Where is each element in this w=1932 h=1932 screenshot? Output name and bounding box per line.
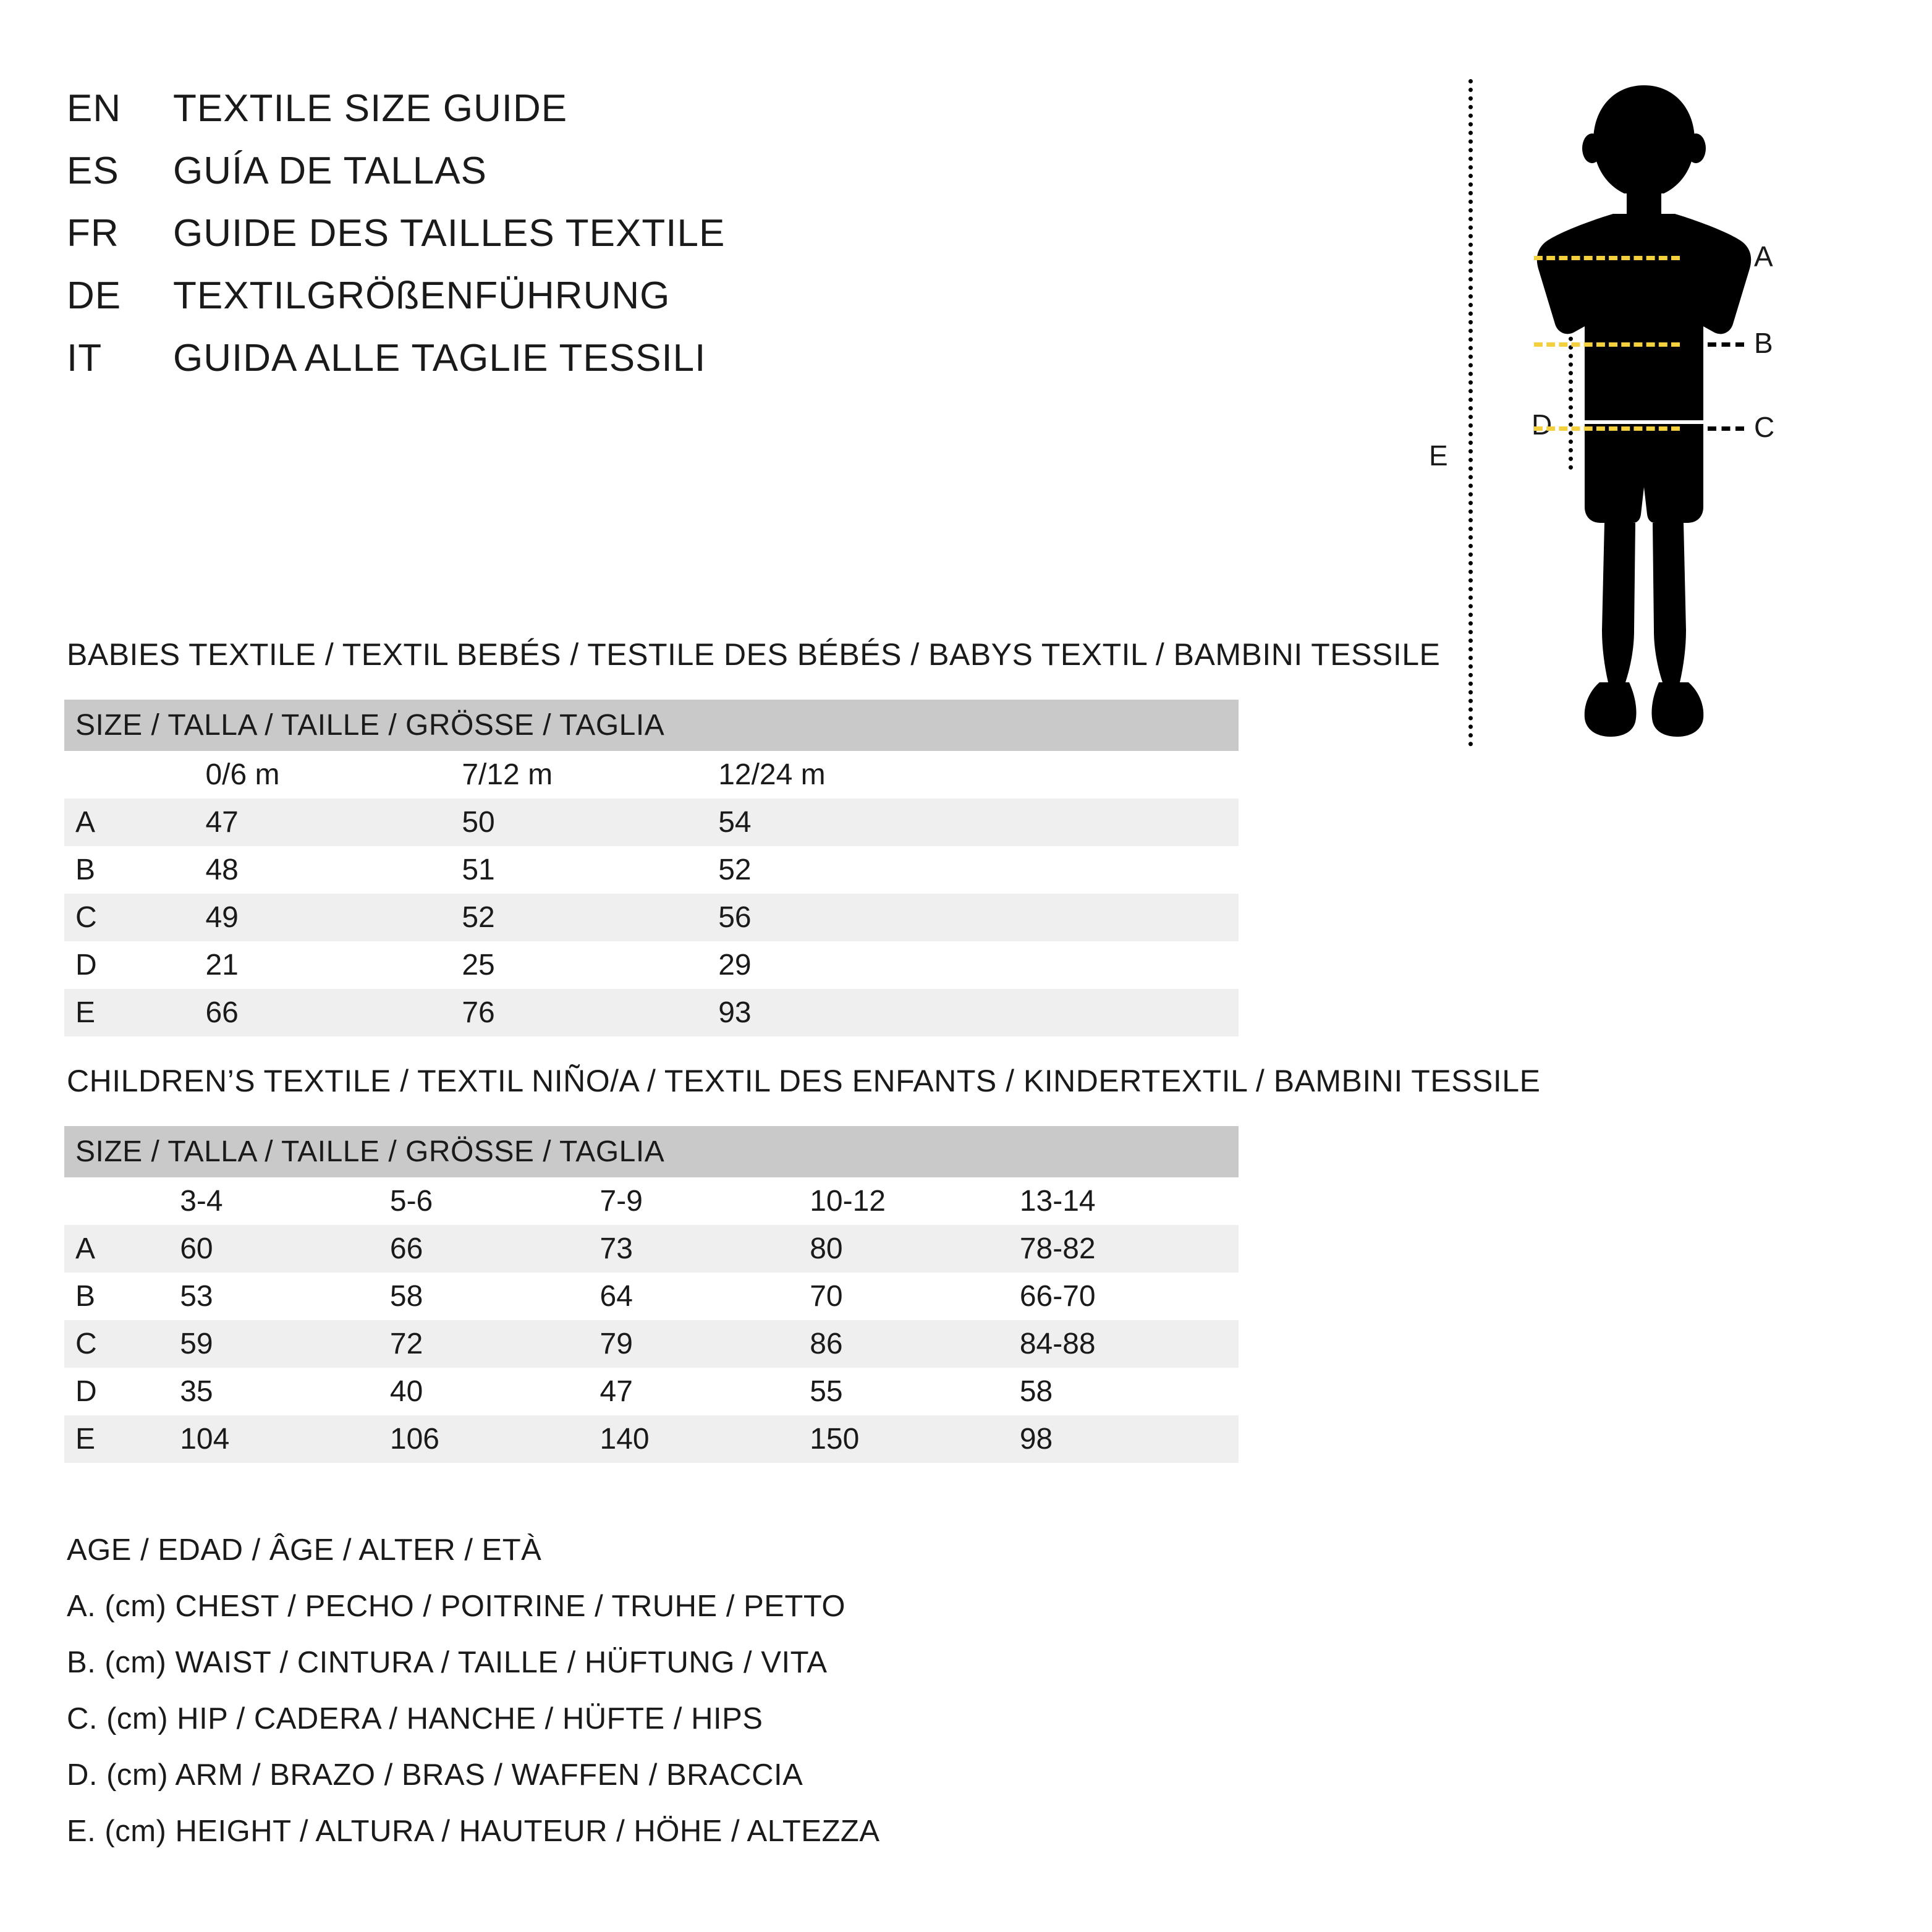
- hip-pointer-c: [1680, 426, 1744, 431]
- children-section-heading: CHILDREN’S TEXTILE / TEXTIL NIÑO/A / TEXTIL DES ENFANTS / KINDERTEXTIL / BAMBINI TESSILE: [67, 1064, 1541, 1098]
- title-row: [67, 336, 1056, 380]
- label-a: A: [1754, 240, 1773, 273]
- children-c-1: 72: [390, 1320, 600, 1368]
- legend-waist: B. (cm) WAIST / CINTURA / TAILLE / HÜFTUNG / VITA: [67, 1646, 828, 1679]
- babies-d-2: 29: [718, 941, 1239, 989]
- children-b-1: 58: [390, 1273, 600, 1320]
- babies-row-label-c: C: [64, 894, 205, 941]
- babies-col-2: 12/24 m: [718, 751, 1239, 799]
- legend-block: [67, 1533, 1426, 1870]
- table-row: [64, 1273, 1239, 1320]
- child-silhouette-icon: [1520, 74, 1768, 754]
- children-b-3: 70: [810, 1273, 1020, 1320]
- children-d-1: 40: [390, 1368, 600, 1415]
- measurement-figure: [1415, 74, 1885, 766]
- babies-b-0: 48: [205, 846, 462, 894]
- babies-c-1: 52: [462, 894, 718, 941]
- babies-band-row: [64, 700, 1239, 751]
- babies-a-0: 47: [205, 799, 462, 846]
- title-row: [67, 211, 1056, 255]
- babies-c-2: 56: [718, 894, 1239, 941]
- title-text-es: GUÍA DE TALLAS: [173, 150, 487, 192]
- children-col-3: 10-12: [810, 1177, 1020, 1225]
- babies-b-2: 52: [718, 846, 1239, 894]
- children-c-0: 59: [180, 1320, 390, 1368]
- title-lang-en: EN: [67, 87, 122, 130]
- title-lang-it: IT: [67, 337, 103, 379]
- label-e: E: [1429, 439, 1448, 472]
- hip-measure-line-c: [1534, 426, 1680, 431]
- children-e-2: 140: [600, 1415, 810, 1463]
- children-d-0: 35: [180, 1368, 390, 1415]
- legend-chest: A. (cm) CHEST / PECHO / POITRINE / TRUHE / PETTO: [67, 1590, 846, 1623]
- babies-size-table: [64, 700, 1239, 1036]
- chest-measure-line-a: [1534, 256, 1680, 260]
- babies-e-1: 76: [462, 989, 718, 1036]
- table-row: [64, 1368, 1239, 1415]
- children-col-2: 7-9: [600, 1177, 810, 1225]
- label-b: B: [1754, 327, 1773, 359]
- children-e-4: 98: [1020, 1415, 1239, 1463]
- children-d-4: 58: [1020, 1368, 1239, 1415]
- babies-row-label-a: A: [64, 799, 205, 846]
- children-row-label-a: A: [64, 1225, 180, 1273]
- title-text-de: TEXTILGRÖßENFÜHRUNG: [173, 274, 671, 317]
- children-column-header-row: [64, 1177, 1239, 1225]
- label-d: D: [1532, 409, 1553, 441]
- children-a-0: 60: [180, 1225, 390, 1273]
- babies-section-heading: BABIES TEXTILE / TEXTIL BEBÉS / TESTILE DES BÉBÉS / BABYS TEXTIL / BAMBINI TESSILE: [67, 637, 1441, 672]
- babies-row-label-d: D: [64, 941, 205, 989]
- children-c-4: 84-88: [1020, 1320, 1239, 1368]
- babies-d-1: 25: [462, 941, 718, 989]
- babies-col-1: 7/12 m: [462, 751, 718, 799]
- children-e-3: 150: [810, 1415, 1020, 1463]
- babies-a-2: 54: [718, 799, 1239, 846]
- children-row-label-d: D: [64, 1368, 180, 1415]
- children-a-2: 73: [600, 1225, 810, 1273]
- children-row-label-e: E: [64, 1415, 180, 1463]
- waist-measure-line-b: [1534, 342, 1680, 347]
- babies-c-0: 49: [205, 894, 462, 941]
- children-a-4: 78-82: [1020, 1225, 1239, 1273]
- children-row-label-b: B: [64, 1273, 180, 1320]
- children-b-0: 53: [180, 1273, 390, 1320]
- babies-column-header-row: [64, 751, 1239, 799]
- children-d-2: 47: [600, 1368, 810, 1415]
- table-row: [64, 1320, 1239, 1368]
- children-c-2: 79: [600, 1320, 810, 1368]
- title-row: [67, 87, 1056, 130]
- legend-arm: D. (cm) ARM / BRAZO / BRAS / WAFFEN / BRACCIA: [67, 1758, 803, 1792]
- chest-pointer-a: [1680, 256, 1744, 260]
- height-guide-line-e: [1468, 79, 1473, 747]
- table-row: [64, 989, 1239, 1036]
- babies-b-1: 51: [462, 846, 718, 894]
- waist-pointer-b: [1680, 342, 1744, 347]
- children-col-1: 5-6: [390, 1177, 600, 1225]
- babies-band-label: SIZE / TALLA / TAILLE / GRÖSSE / TAGLIA: [64, 700, 1239, 751]
- children-col-0: 3-4: [180, 1177, 390, 1225]
- babies-e-2: 93: [718, 989, 1239, 1036]
- title-text-en: TEXTILE SIZE GUIDE: [173, 87, 568, 130]
- title-lang-de: DE: [67, 274, 122, 317]
- children-size-table: [64, 1126, 1239, 1463]
- table-row: [64, 846, 1239, 894]
- table-row: [64, 1415, 1239, 1463]
- children-e-1: 106: [390, 1415, 600, 1463]
- children-row-label-c: C: [64, 1320, 180, 1368]
- babies-corner-cell: [64, 751, 205, 799]
- table-row: [64, 1225, 1239, 1273]
- babies-a-1: 50: [462, 799, 718, 846]
- children-e-0: 104: [180, 1415, 390, 1463]
- label-c: C: [1754, 411, 1775, 443]
- table-row: [64, 894, 1239, 941]
- title-row: [67, 274, 1056, 318]
- legend-age: AGE / EDAD / ÂGE / ALTER / ETÀ: [67, 1533, 542, 1567]
- table-row: [64, 941, 1239, 989]
- babies-col-0: 0/6 m: [205, 751, 462, 799]
- children-a-1: 66: [390, 1225, 600, 1273]
- children-b-2: 64: [600, 1273, 810, 1320]
- children-b-4: 66-70: [1020, 1273, 1239, 1320]
- babies-row-label-b: B: [64, 846, 205, 894]
- children-d-3: 55: [810, 1368, 1020, 1415]
- title-text-fr: GUIDE DES TAILLES TEXTILE: [173, 212, 726, 255]
- title-row: [67, 149, 1056, 193]
- legend-hip: C. (cm) HIP / CADERA / HANCHE / HÜFTE / HIPS: [67, 1702, 763, 1735]
- babies-e-0: 66: [205, 989, 462, 1036]
- table-row: [64, 799, 1239, 846]
- children-band-row: [64, 1126, 1239, 1177]
- children-a-3: 80: [810, 1225, 1020, 1273]
- children-c-3: 86: [810, 1320, 1020, 1368]
- babies-row-label-e: E: [64, 989, 205, 1036]
- title-lang-fr: FR: [67, 212, 119, 255]
- children-corner-cell: [64, 1177, 180, 1225]
- babies-d-0: 21: [205, 941, 462, 989]
- children-band-label: SIZE / TALLA / TAILLE / GRÖSSE / TAGLIA: [64, 1126, 1239, 1177]
- title-text-it: GUIDA ALLE TAGLIE TESSILI: [173, 337, 706, 379]
- title-block: [67, 87, 1056, 399]
- children-col-4: 13-14: [1020, 1177, 1239, 1225]
- legend-height: E. (cm) HEIGHT / ALTURA / HAUTEUR / HÖHE / ALTEZZA: [67, 1815, 880, 1848]
- title-lang-es: ES: [67, 150, 119, 192]
